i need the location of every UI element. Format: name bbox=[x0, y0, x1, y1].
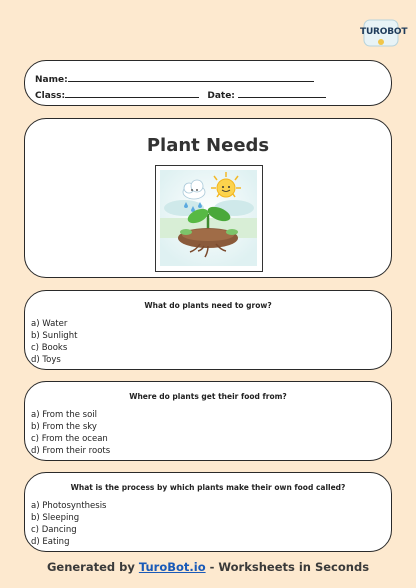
question-text: Where do plants get their food from? bbox=[129, 392, 287, 401]
date-field[interactable] bbox=[238, 89, 326, 98]
question-text: What is the process by which plants make their own food called? bbox=[70, 483, 346, 492]
footer-suffix: - Worksheets in Seconds bbox=[205, 560, 370, 574]
plant-illustration bbox=[155, 165, 263, 272]
worksheet-title: Plant Needs bbox=[146, 135, 270, 156]
option-d[interactable]: d) Eating bbox=[31, 537, 70, 547]
question-card-3 bbox=[24, 472, 392, 552]
name-row bbox=[35, 73, 314, 85]
class-date-row bbox=[35, 89, 326, 101]
option-a[interactable]: a) From the soil bbox=[31, 410, 97, 420]
option-b[interactable]: b) Sleeping bbox=[31, 513, 80, 523]
logo-text: TUROBOT bbox=[360, 27, 408, 37]
title-card bbox=[24, 118, 392, 278]
option-a[interactable]: a) Water bbox=[31, 319, 68, 329]
question-text: What do plants need to grow? bbox=[144, 301, 272, 310]
option-a[interactable]: a) Photosynthesis bbox=[31, 501, 107, 511]
footer bbox=[0, 560, 416, 574]
option-b[interactable]: b) From the sky bbox=[31, 422, 97, 432]
name-field[interactable] bbox=[68, 73, 314, 82]
option-c[interactable]: c) Dancing bbox=[31, 525, 77, 535]
turobot-logo bbox=[360, 18, 408, 48]
plant-with-sun-and-cloud-illustration-icon bbox=[156, 166, 261, 270]
class-label: Class: bbox=[35, 91, 66, 101]
option-b[interactable]: b) Sunlight bbox=[31, 331, 78, 341]
question-card-1 bbox=[24, 290, 392, 370]
class-field[interactable] bbox=[65, 89, 199, 98]
answer-options bbox=[31, 318, 77, 366]
turobot-link[interactable]: TuroBot.io bbox=[138, 560, 206, 574]
date-label: Date: bbox=[207, 91, 235, 101]
option-c[interactable]: c) Books bbox=[31, 343, 68, 353]
option-d[interactable]: d) Toys bbox=[31, 355, 61, 365]
student-info-card bbox=[24, 60, 392, 106]
answer-options bbox=[31, 500, 107, 548]
answer-options bbox=[31, 409, 110, 457]
question-card-2 bbox=[24, 381, 392, 461]
option-d[interactable]: d) From their roots bbox=[31, 446, 111, 456]
footer-prefix: Generated by bbox=[46, 560, 139, 574]
name-label: Name: bbox=[35, 75, 68, 85]
option-c[interactable]: c) From the ocean bbox=[31, 434, 108, 444]
